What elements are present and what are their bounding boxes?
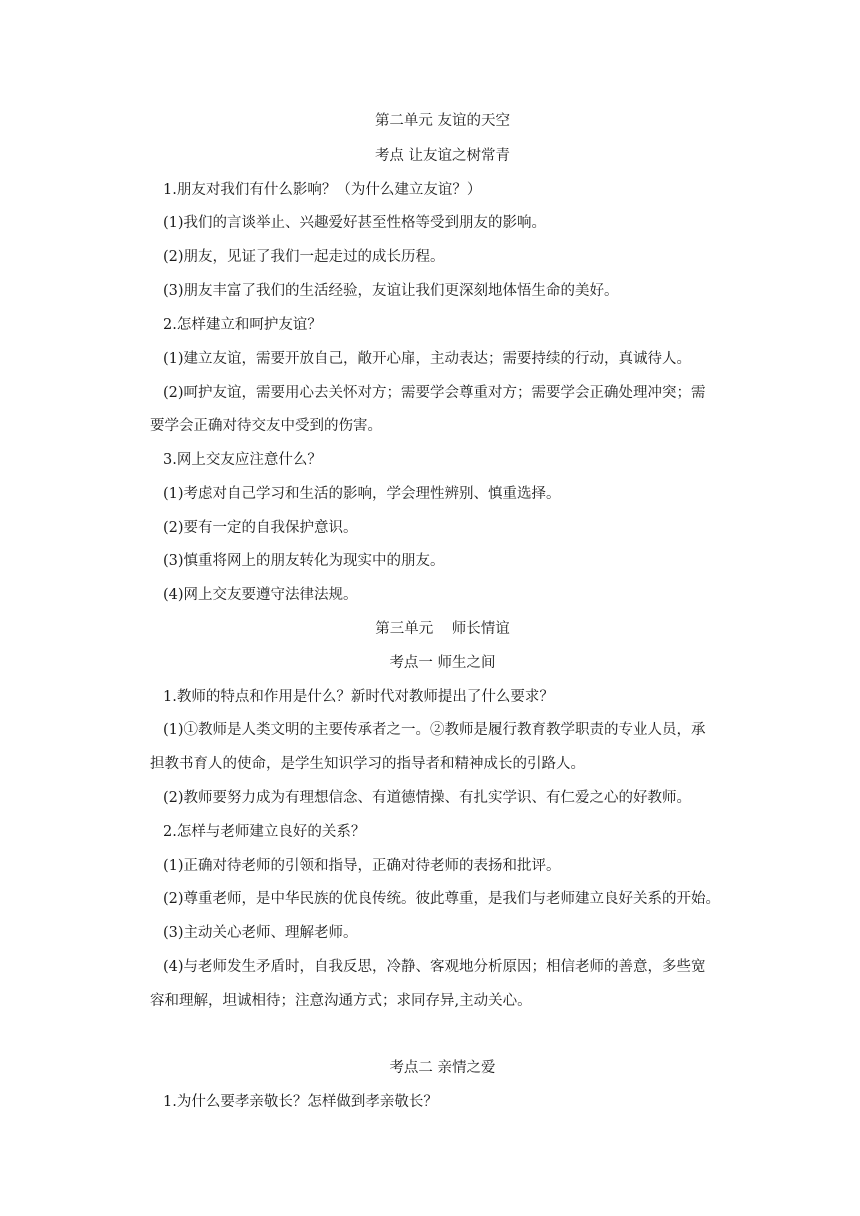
answer-1-3: (3)朋友丰富了我们的生活经验，友谊让我们更深刻地体悟生命的美好。: [163, 283, 619, 299]
unit3-section2-title: 考点二 亲情之爱: [389, 1060, 496, 1076]
answer-3-1: (1)考虑对自己学习和生活的影响，学会理性辨别、慎重选择。: [163, 486, 561, 502]
answer-3-3: (3)慎重将网上的朋友转化为现实中的朋友。: [163, 553, 445, 569]
unit2-title: 第二单元 友谊的天空: [374, 113, 511, 129]
unit3-section1-title: 考点一 师生之间: [389, 655, 496, 671]
unit3-answer-1-1-line1: (1)①教师是人类文明的主要传承者之一。②教师是履行教育教学职责的专业人员，承: [163, 722, 706, 738]
answer-2-2-line2: 要学会正确对待交友中受到的伤害。: [150, 418, 382, 434]
answer-3-4: (4)网上交友要遵守法律法规。: [163, 587, 358, 603]
question-3: 3.网上交友应注意什么？: [163, 452, 322, 468]
unit3-question-1: 1.教师的特点和作用是什么？新时代对教师提出了什么要求？: [163, 689, 554, 705]
unit3-title: 第三单元 师长情谊: [375, 621, 510, 637]
unit3-answer-2-4-line2: 容和理解，坦诚相待；注意沟通方式；求同存异,主动关心。: [150, 993, 532, 1009]
unit3-answer-2-3: (3)主动关心老师、理解老师。: [163, 925, 358, 941]
unit3-answer-2-1: (1)正确对待老师的引领和指导，正确对待老师的表扬和批评。: [163, 858, 561, 874]
unit2-section-title: 考点 让友谊之树常青: [374, 148, 511, 164]
unit3-answer-2-2: (2)尊重老师，是中华民族的优良传统。彼此尊重，是我们与老师建立良好关系的开始。: [163, 891, 721, 907]
question-1: 1.朋友对我们有什么影响？（为什么建立友谊？）: [163, 182, 482, 198]
answer-1-1: (1)我们的言谈举止、兴趣爱好甚至性格等受到朋友的影响。: [163, 215, 547, 231]
unit3-section2-question-1: 1.为什么要孝亲敬长？怎样做到孝亲敬长？: [163, 1094, 438, 1110]
unit3-answer-1-2: (2)教师要努力成为有理想信念、有道德情操、有扎实学识、有仁爱之心的好教师。: [163, 790, 692, 806]
unit3-answer-1-1-line2: 担教书育人的使命，是学生知识学习的指导者和精神成长的引路人。: [150, 756, 585, 772]
unit3-question-2: 2.怎样与老师建立良好的关系？: [163, 824, 366, 840]
answer-1-2: (2)朋友，见证了我们一起走过的成长历程。: [163, 249, 445, 265]
question-2: 2.怎样建立和呵护友谊？: [163, 317, 322, 333]
answer-2-1: (1)建立友谊，需要开放自己，敞开心扉，主动表达；需要持续的行动，真诚待人。: [163, 351, 692, 367]
answer-3-2: (2)要有一定的自我保护意识。: [163, 520, 358, 536]
answer-2-2-line1: (2)呵护友谊，需要用心去关怀对方；需要学会尊重对方；需要学会正确处理冲突；需: [163, 385, 706, 401]
unit3-answer-2-4-line1: (4)与老师发生矛盾时，自我反思，冷静、客观地分析原因；相信老师的善意，多些宽: [163, 959, 706, 975]
